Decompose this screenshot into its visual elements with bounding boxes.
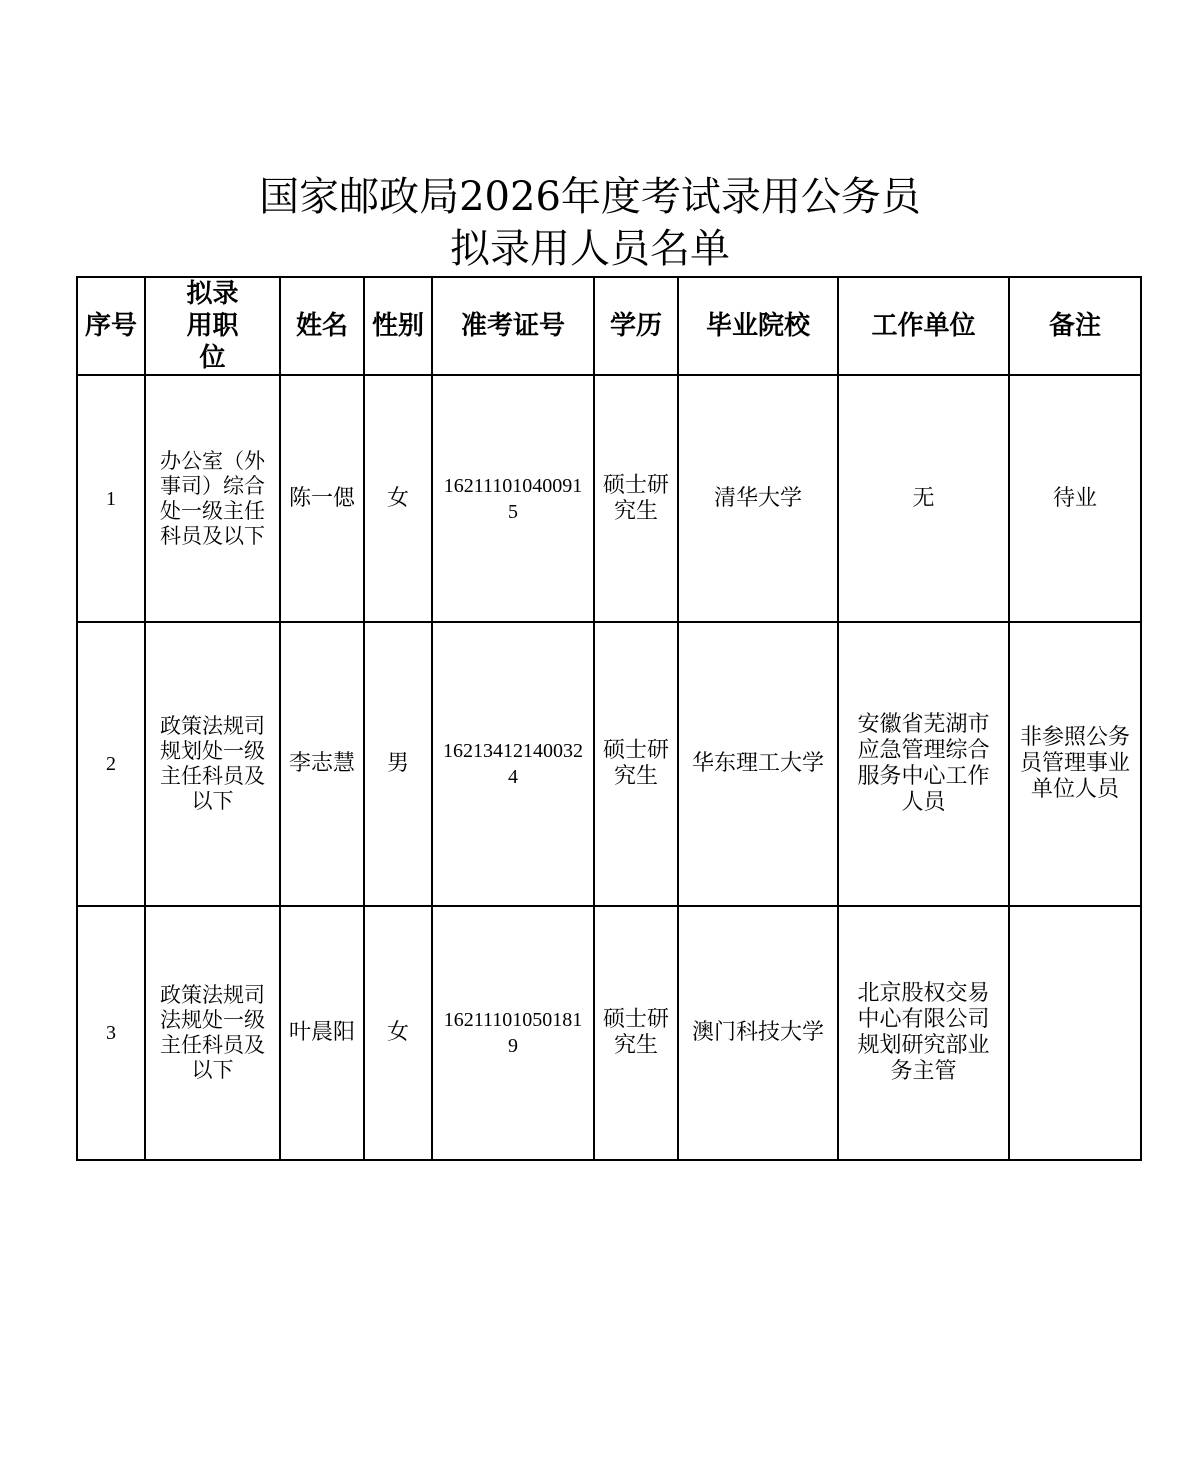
cell-gender: 女 [364,375,432,622]
cell-education: 硕士研究生 [594,622,678,906]
table-row [77,906,1141,1160]
cell-gender: 男 [364,622,432,906]
header-employer: 工作单位 [838,277,1009,375]
document-title-line-1: 国家邮政局2026年度考试录用公务员 [259,174,921,220]
cell-seq: 2 [77,622,145,906]
cell-remarks: 非参照公务员管理事业单位人员 [1009,622,1141,906]
header-education: 学历 [594,277,678,375]
cell-exam-no: 162111010400915 [432,375,594,622]
cell-employer: 无 [838,375,1009,622]
cell-remarks: 待业 [1009,375,1141,622]
cell-exam-no: 162111010501819 [432,906,594,1160]
cell-seq: 3 [77,906,145,1160]
header-exam-no: 准考证号 [432,277,594,375]
cell-name: 李志慧 [280,622,364,906]
table-header-row [77,277,1141,375]
cell-position: 政策法规司法规处一级主任科员及以下 [145,906,280,1160]
cell-name: 叶晨阳 [280,906,364,1160]
cell-school: 澳门科技大学 [678,906,838,1160]
header-position: 拟录用职位 [145,277,280,375]
cell-school: 华东理工大学 [678,622,838,906]
document-title-line-2: 拟录用人员名单 [450,226,730,272]
cell-remarks [1009,906,1141,1160]
cell-education: 硕士研究生 [594,375,678,622]
cell-position: 办公室（外事司）综合处一级主任科员及以下 [145,375,280,622]
header-school: 毕业院校 [678,277,838,375]
table-row [77,375,1141,622]
hiring-roster-table [76,276,1142,1161]
cell-education: 硕士研究生 [594,906,678,1160]
cell-employer: 安徽省芜湖市应急管理综合服务中心工作人员 [838,622,1009,906]
table-row [77,622,1141,906]
header-remarks: 备注 [1009,277,1141,375]
header-gender: 性别 [364,277,432,375]
cell-seq: 1 [77,375,145,622]
cell-employer: 北京股权交易中心有限公司规划研究部业务主管 [838,906,1009,1160]
cell-exam-no: 162134121400324 [432,622,594,906]
cell-school: 清华大学 [678,375,838,622]
header-seq: 序号 [77,277,145,375]
cell-position: 政策法规司规划处一级主任科员及以下 [145,622,280,906]
header-name: 姓名 [280,277,364,375]
cell-name: 陈一偲 [280,375,364,622]
cell-gender: 女 [364,906,432,1160]
